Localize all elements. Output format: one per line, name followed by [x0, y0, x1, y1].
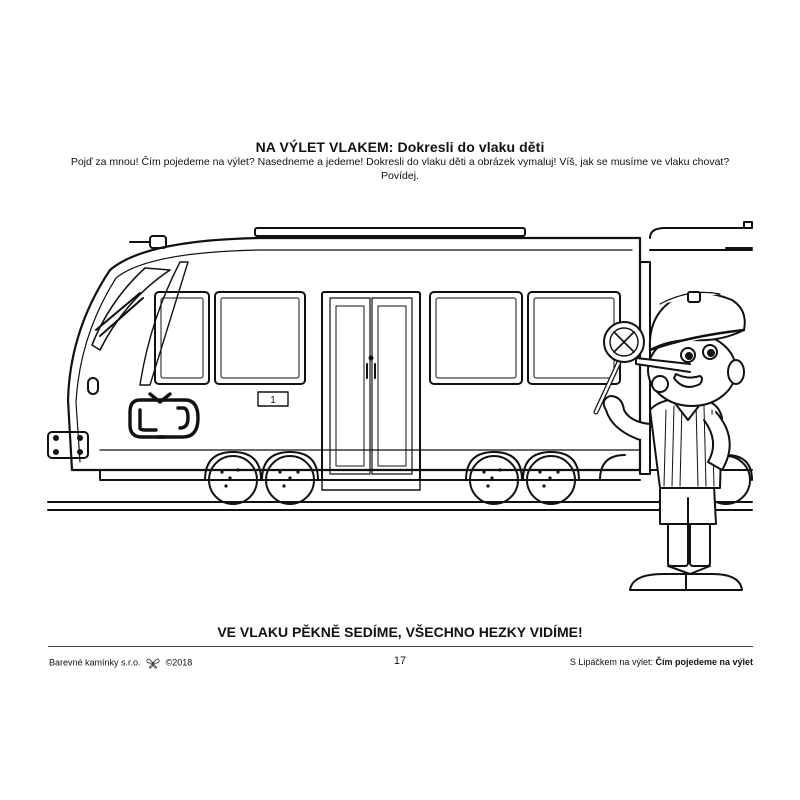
page-title: NA VÝLET VLAKEM: Dokresli do vlaku děti	[255, 139, 545, 155]
conductor-character	[596, 292, 745, 590]
wheel-set	[205, 452, 625, 504]
train-illustration	[0, 200, 800, 610]
intro-line-1: Pojď za mnou! Čím pojedeme na výlet? Nasedneme a jedeme! Dokresli do vlaku děti a obrázek vymaluj! Víš, jak se musíme ve vlaku chovat?	[70, 156, 730, 168]
footer-divider	[48, 646, 753, 647]
cd-logo-icon	[130, 394, 198, 437]
slogan-heading: VE VLAKU PĚKNĚ SEDÍME, VŠECHNO HEZKY VIDÍME!	[217, 624, 583, 640]
footer-series	[570, 657, 753, 667]
series-prefix: S Lipáčkem na výlet:	[569, 657, 656, 667]
copyright: ©2018	[165, 657, 193, 668]
page-number: 17	[393, 655, 407, 667]
car-number: 1	[270, 395, 276, 406]
series-title: Čím pojedeme na výlet	[655, 657, 753, 667]
rail-track	[48, 502, 752, 510]
intro-text	[40, 155, 760, 183]
publisher-name: Barevné kamínky s.r.o.	[49, 657, 141, 668]
intro-line-2: Povídej.	[381, 170, 419, 182]
